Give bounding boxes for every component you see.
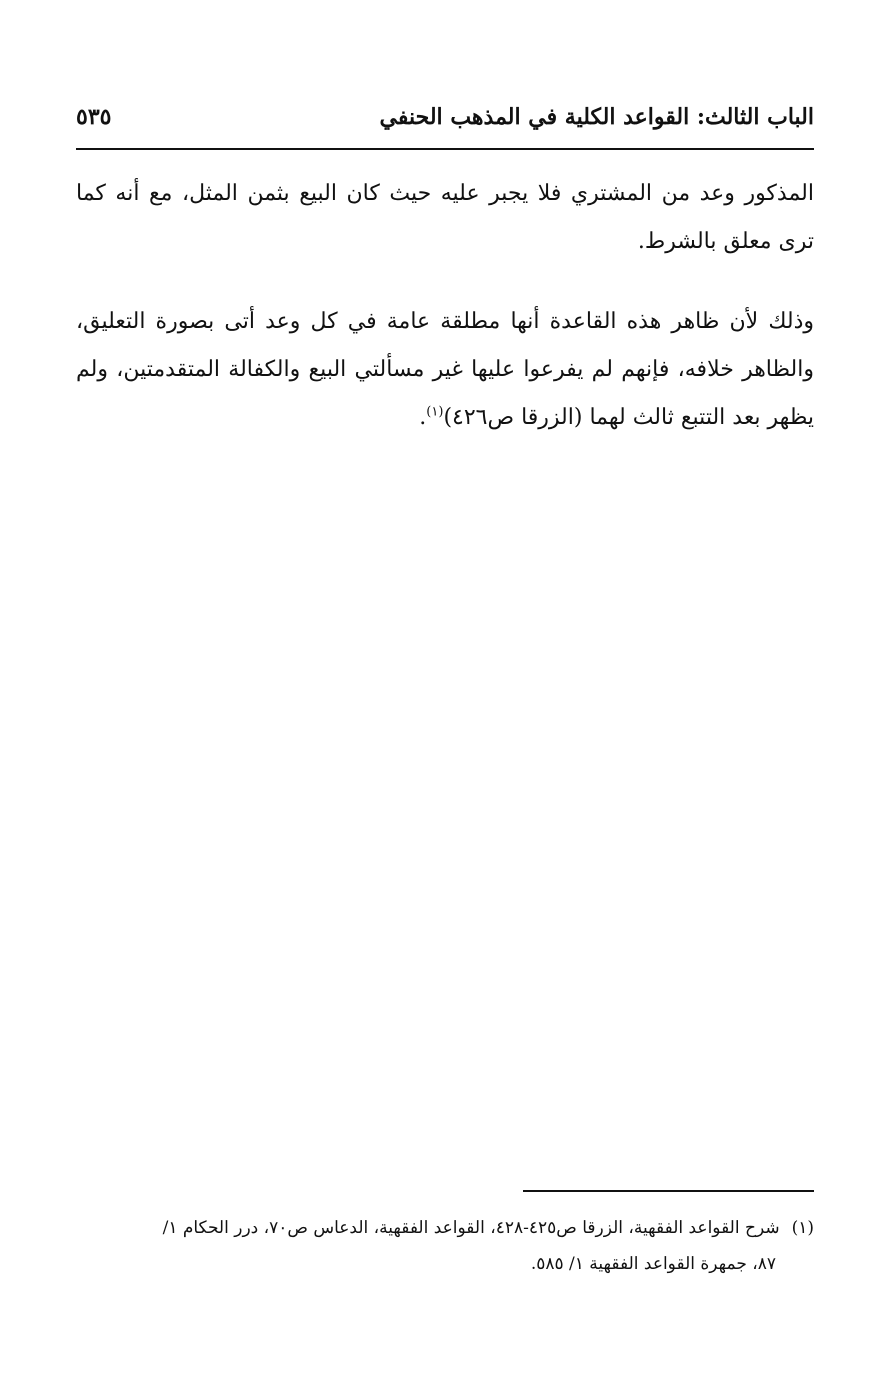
header-divider	[76, 148, 814, 150]
footnote-marker: (١)	[791, 1218, 814, 1238]
paragraph-1: المذكور وعد من المشتري فلا يجبر عليه حيث كان البيع بثمن المثل، مع أنه كما ترى معلق بالشرط.	[76, 181, 814, 254]
footnote-line-2: ٨٧، جمهرة القواعد الفقهية ١/ ٥٨٥.	[530, 1254, 776, 1274]
chapter-title: الباب الثالث: القواعد الكلية في المذهب الحنفي	[379, 104, 814, 130]
paragraph-2-text: وذلك لأن ظاهر هذه القاعدة أنها مطلقة عامة في كل وعد أتى بصورة التعليق، والظاهر خلافه، فإنهم لم يفرعوا عليها غير مسألتي البيع والكفالة المتقدمتين، ولم يظهر بعد التتبع ثالث لهما (الزرقا ص٤٢٦)	[76, 309, 814, 430]
footnote-reference[interactable]: (١)	[426, 404, 444, 420]
footnote-line-1: شرح القواعد الفقهية، الزرقا ص٤٢٥-٤٢٨، القواعد الفقهية، الدعاس ص٧٠، درر الحكام ١/	[162, 1218, 780, 1238]
footnote-divider	[523, 1190, 814, 1192]
paragraph-2-end: .	[419, 405, 427, 430]
running-header	[76, 104, 814, 144]
page-number: ٥٣٥	[76, 104, 112, 130]
paragraph-2	[76, 298, 814, 442]
footnote-1	[76, 1210, 814, 1282]
